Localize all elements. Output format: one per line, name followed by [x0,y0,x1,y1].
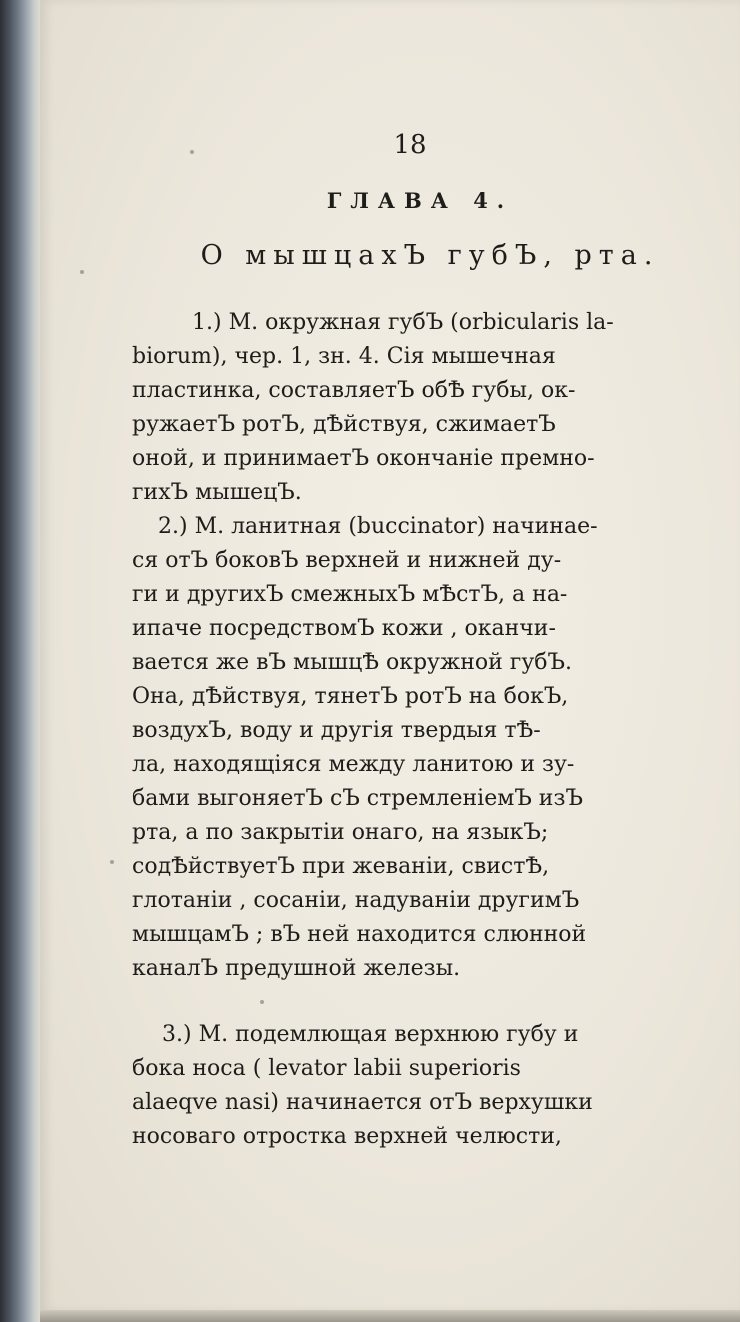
text-line: ипаче посредствомЪ кожи , оканчи- [132,616,556,641]
paragraph-3 [132,1018,692,1154]
paper-speck [260,1000,264,1004]
page-bottom-edge [40,1310,740,1322]
text-line: ла, находящіяся между ланитою и зу- [132,752,575,777]
text-line: оной, и принимаетЪ окончаніе премно- [132,446,595,471]
page-number: 18 [393,130,427,160]
text-line: ся отЪ боковЪ верхней и нижней ду- [132,548,562,573]
text-line: 1.) М. окружная губЪ (orbicularis la- [192,310,614,335]
paper-speck [110,860,114,864]
text-line: пластинка, составляетЪ обѢ губы, ок- [132,378,576,403]
text-line: рта, а по закрытіи онаго, на языкЪ; [132,820,549,845]
text-line: бами выгоняетЪ сЪ стремленіемЪ изЪ [132,786,583,811]
paper-speck [190,150,194,154]
text-line: мышцамЪ ; вЪ ней находится слюнной [132,922,587,947]
paragraph-2 [132,510,692,986]
text-line: глотаніи , сосаніи, надуваніи другимЪ [132,888,580,913]
text-line: Она, дѢйствуя, тянетЪ ротЪ на бокЪ, [132,684,569,709]
text-line: ги и другихЪ смежныхЪ мѢстЪ, а на- [132,582,568,607]
chapter-title: О мышцахЪ губЪ, рта. [200,240,660,271]
text-line: носоваго отростка верхней челюсти, [132,1124,562,1149]
text-line: воздухЪ, воду и другія твердыя тѢ- [132,718,541,743]
chapter-heading: ГЛАВА 4. [326,188,514,213]
paper-speck [80,270,84,274]
book-spine [0,0,42,1322]
text-line: 3.) М. подемлющая верхнюю губу и [162,1022,579,1047]
paragraph-1 [132,306,692,510]
text-line: каналЪ предушной железы. [132,956,461,981]
text-line: alaeqve nasi) начинается отЪ верхушки [132,1090,593,1115]
text-line: вается же вЪ мышцѢ окружной губЪ. [132,650,572,675]
text-line: ружаетЪ ротЪ, дѢйствуя, сжимаетЪ [132,412,556,437]
text-line: содѢйствуетЪ при жеваніи, свистѢ, [132,854,550,879]
text-line: 2.) М. ланитная (buccinator) начинае- [158,514,598,539]
text-line: biorum), чер. 1, зн. 4. Сія мышечная [132,344,556,369]
text-line: гихЪ мышецЪ. [132,480,302,505]
text-line: бока носа ( levator labii superioris [132,1056,521,1081]
